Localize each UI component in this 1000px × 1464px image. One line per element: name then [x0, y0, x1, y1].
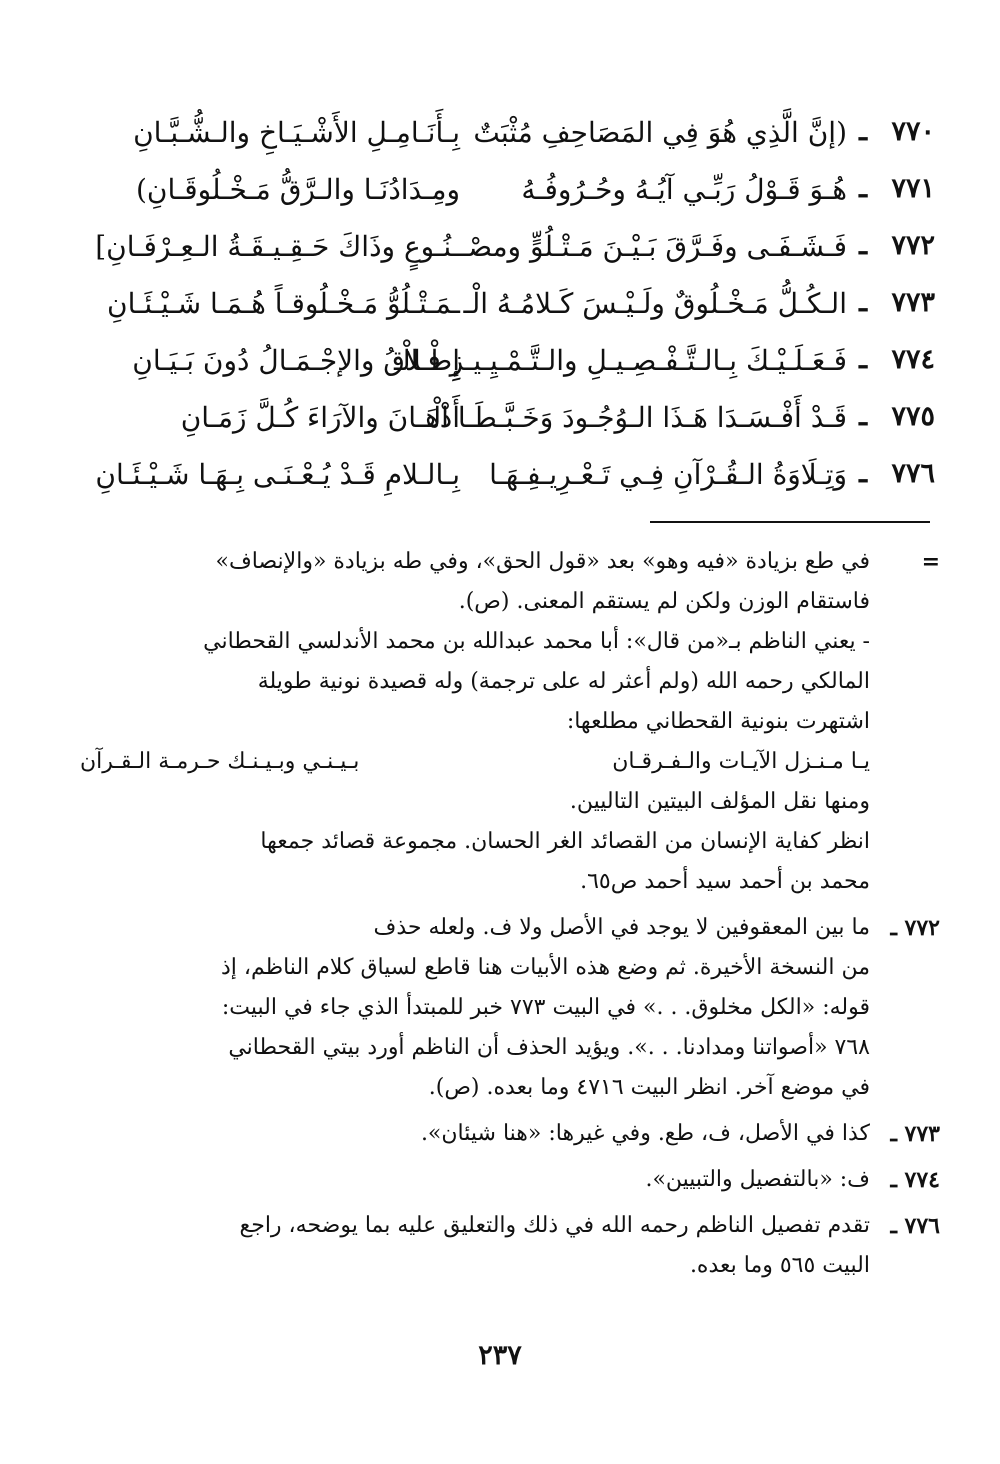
- footnote-line: ف: «بالتفصيل والتبيين».: [645, 1167, 870, 1192]
- verse-dash: ـ: [859, 401, 867, 432]
- verse-dash: ـ: [859, 230, 867, 261]
- verse-773: [80, 279, 935, 336]
- footnote-line: محمد بن أحمد سيد أحمد ص٦٥.: [580, 869, 870, 894]
- verse-770: [80, 108, 935, 165]
- footnote-marker: ٧٧٢ ـ: [890, 915, 940, 941]
- verse-776: [80, 450, 935, 507]
- verse-first-hemistich: فَـشَـفَـى وفَـرَّقَ بَـيْـنَ مَـتْـلُوٍّ ومصْـ: [460, 230, 847, 263]
- footnotes: [80, 542, 940, 1286]
- verse-774: [80, 336, 935, 393]
- verse-775: [80, 393, 935, 450]
- footnote-line: اشتهرت بنونية القحطاني مطلعها:: [566, 709, 870, 734]
- verse-second-hemistich: ومِـدَادُنَـا والـرَّقُّ مَـخْـلُوقَـانِ): [135, 173, 460, 206]
- footnote-line: ومنها نقل المؤلف البيتين التاليين.: [569, 789, 870, 814]
- footnote-marker: ٧٧٦ ـ: [890, 1213, 940, 1239]
- verse-second-hemistich: أَذْهَـانَ والآرَاءَ كُـلَّ زَمَـانِ: [180, 401, 460, 434]
- verse-second-hemistich: ـنُـوعٍ وذَاكَ حَـقِـيـقَـةُ الـعِـرْفَـانِ]: [95, 230, 460, 263]
- verse-772: [80, 222, 935, 279]
- footnote-line: في موضع آخر. انظر البيت ٤٧١٦ وما بعده. (ص).: [428, 1075, 870, 1100]
- verse-number: ٧٧٣: [891, 287, 935, 318]
- verse-number: ٧٧٦: [891, 458, 935, 489]
- poem-verses: [80, 108, 935, 507]
- verse-second-hemistich: ـمَـتْـلُوُّ مَـخْـلُوقـاً هُـمَـا شَـيْـئَـانِ: [107, 287, 460, 320]
- verse-number: ٧٧٤: [891, 344, 935, 375]
- verse-first-hemistich: هُـوَ قَـوْلُ رَبِّـي آيُـهُ وحُـرُوفُـهُ: [521, 173, 847, 206]
- footnote-772: [80, 908, 940, 1108]
- footnote-marker: ٧٧٤ ـ: [890, 1167, 940, 1193]
- verse-first-hemistich: الـكُـلُّ مَـخْـلُوقٌ ولَـيْـسَ كَـلامُـهُ الْـ: [463, 287, 847, 320]
- verse-dash: ـ: [859, 116, 867, 147]
- footnote-774: [80, 1160, 940, 1200]
- quoted-verse-second-hemistich: بـيـنـي وبـيـنـك حـرمـة الـقـرآن: [80, 749, 360, 774]
- quoted-verse: [80, 742, 870, 782]
- footnote-line: من النسخة الأخيرة. ثم وضع هذه الأبيات هنا قاطع لسياق كلام الناظم، إذ: [220, 955, 870, 980]
- verse-first-hemistich: قَـدْ أَفْـسَـدَا هَـذَا الـوُجُـودَ وَخَـبَّـطَـا الْـ: [424, 401, 847, 434]
- verse-first-hemistich: (إنَّ الَّذِي هُوَ فِي المَصَاحِفِ مُثْبَتٌ: [473, 116, 847, 149]
- verse-first-hemistich: فَـعَـلَـيْـكَ بِـالـتَّـفْـصِـيـلِ والـتَّـمْـيِـيـزِ فـالْـ: [393, 344, 847, 377]
- verse-dash: ـ: [859, 173, 867, 204]
- verse-dash: ـ: [859, 287, 867, 318]
- verse-dash: ـ: [859, 344, 867, 375]
- verse-second-hemistich: إِطْـلاقُ والإجْـمَـالُ دُونَ بَـيَـانِ: [132, 344, 460, 377]
- verse-second-hemistich: بِـأَنَـامِـلِ الأَشْـيَـاخِ والـشُّـبَّـانِ: [133, 116, 460, 149]
- verse-dash: ـ: [859, 458, 867, 489]
- footnote-line: فاستقام الوزن ولكن لم يستقم المعنى. (ص).: [458, 589, 870, 614]
- footnote-line: كذا في الأصل، ف، طع. وفي غيرها: «هنا شيئان».: [420, 1121, 870, 1146]
- footnote-separator: [650, 521, 930, 523]
- quoted-verse-first-hemistich: يـا مـنـزل الآيـات والـفـرقـان: [612, 749, 870, 774]
- footnote-776: [80, 1206, 940, 1286]
- verse-number: ٧٧٥: [891, 401, 935, 432]
- verse-771: [80, 165, 935, 222]
- verse-number: ٧٧١: [891, 173, 935, 204]
- verse-second-hemistich: بِـالـلامِ قَـدْ يُـعْـنَـى بِـهَـا شَـيْـئَـانِ: [95, 458, 460, 491]
- footnote-line: في طع بزيادة «فيه وهو» بعد «قول الحق»، وفي طه بزيادة «والإنصاف»: [215, 549, 870, 574]
- page-number: ٢٣٧: [478, 1340, 522, 1371]
- footnote-continued: [80, 542, 940, 902]
- verse-number: ٧٧٢: [891, 230, 935, 261]
- footnote-line: المالكي رحمه الله (ولم أعثر له على ترجمة) وله قصيدة نونية طويلة: [257, 669, 870, 694]
- footnote-line: ما بين المعقوفين لا يوجد في الأصل ولا ف. ولعله حذف: [373, 915, 870, 940]
- footnote-773: [80, 1114, 940, 1154]
- footnote-line: البيت ٥٦٥ وما بعده.: [689, 1253, 870, 1278]
- verse-first-hemistich: وَتِـلَاوَةُ الـقُـرْآنِ فِـي تَـعْـرِيـفِـهَـا: [489, 458, 847, 491]
- footnote-marker: =: [921, 549, 940, 575]
- footnote-line: تقدم تفصيل الناظم رحمه الله في ذلك والتعليق عليه بما يوضحه، راجع: [239, 1213, 870, 1238]
- footnote-line: انظر كفاية الإنسان من القصائد الغر الحسان. مجموعة قصائد جمعها: [260, 829, 870, 854]
- verse-number: ٧٧٠: [891, 116, 935, 147]
- footnote-line: ٧٦٨ «أصواتنا ومدادنا. . .». ويؤيد الحذف أن الناظم أورد بيتي القحطاني: [228, 1035, 870, 1060]
- footnote-line: - يعني الناظم بـ«من قال»: أبا محمد عبدالله بن محمد الأندلسي القحطاني: [203, 629, 870, 654]
- footnote-marker: ٧٧٣ ـ: [890, 1121, 940, 1147]
- footnote-line: قوله: «الكل مخلوق. . .» في البيت ٧٧٣ خبر للمبتدأ الذي جاء في البيت:: [221, 995, 870, 1020]
